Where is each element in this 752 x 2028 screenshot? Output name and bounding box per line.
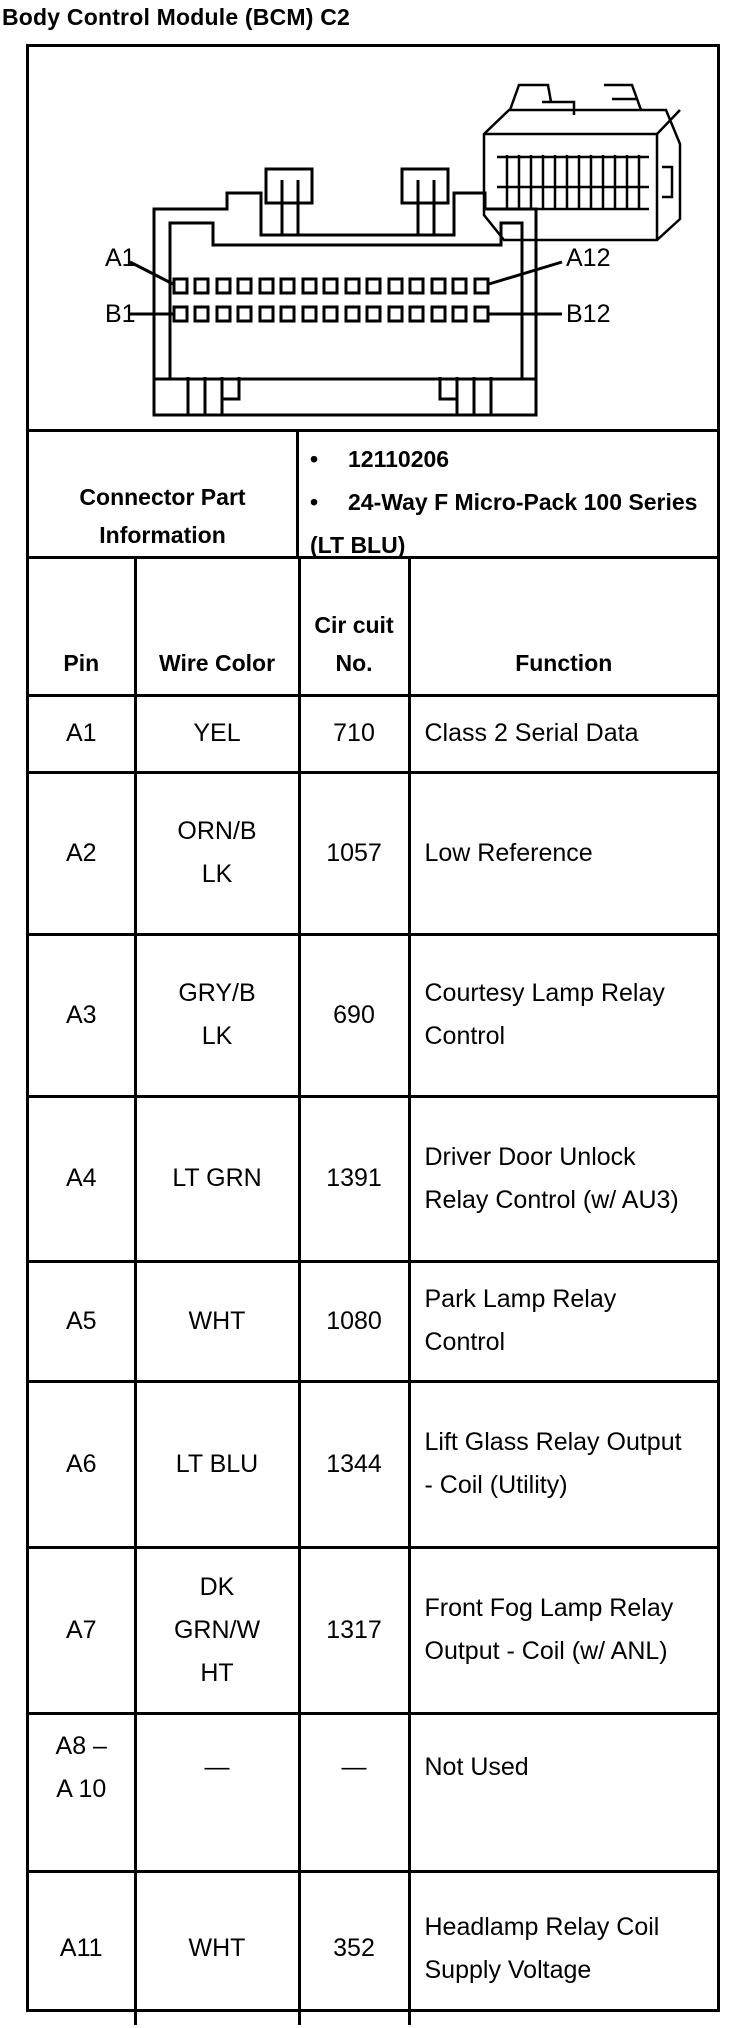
pin-cell: A2 (29, 772, 135, 934)
row-a-cavities (174, 279, 488, 293)
connector-part-info-row (29, 432, 717, 559)
wire-color-cell: GRY/B LK (135, 934, 299, 1096)
circuit-cell: 1391 (299, 1096, 409, 1261)
header-pin: Pin (29, 559, 135, 695)
pin-cell: A8 –A 10 (29, 1713, 135, 1871)
function-cell: Not Used (409, 1713, 717, 1871)
table-header-row (29, 559, 717, 695)
circuit-cell: 690 (299, 934, 409, 1096)
wire-color-cell: DK GRN/W HT (135, 1547, 299, 1713)
connector-description: 24-Way F Micro-Pack 100 Series (LT BLU) (310, 489, 698, 558)
table-row (29, 1713, 717, 1871)
latch-tab-left (266, 169, 312, 203)
header-wire-color: Wire Color (135, 559, 299, 695)
table-row (29, 1547, 717, 1713)
circuit-cell: 352 (299, 1871, 409, 2025)
a1-leader (130, 262, 173, 284)
circuit-cell: 710 (299, 695, 409, 772)
part-number-item (310, 438, 710, 481)
latch-tab-right (402, 169, 448, 203)
pinout-table (29, 559, 717, 2025)
wire-color-cell: LT GRN (135, 1096, 299, 1261)
table-row (29, 695, 717, 772)
part-number: 12110206 (348, 446, 450, 472)
function-cell: Headlamp Relay Coil Supply Voltage (409, 1871, 717, 2025)
function-cell: Low Reference (409, 772, 717, 934)
pin-cell: A11 (29, 1871, 135, 2025)
a12-leader (489, 262, 562, 284)
connector-face-drawing (29, 47, 717, 432)
function-cell: Class 2 Serial Data (409, 695, 717, 772)
wire-color-cell: YEL (135, 695, 299, 772)
connector-body (154, 193, 536, 415)
wire-color-cell: ORN/B LK (135, 772, 299, 934)
table-row (29, 1096, 717, 1261)
row-b-cavities (174, 307, 488, 321)
pin-cell: A7 (29, 1547, 135, 1713)
isometric-connector-view (484, 85, 680, 240)
function-cell: Park Lamp Relay Control (409, 1261, 717, 1381)
header-circuit-no: Cir cuit No. (299, 559, 409, 695)
circuit-cell: 1344 (299, 1381, 409, 1547)
circuit-cell: 1317 (299, 1547, 409, 1713)
table-row (29, 1381, 717, 1547)
wire-color-cell: — (135, 1713, 299, 1871)
page-title: Body Control Module (BCM) C2 (2, 4, 351, 30)
wire-color-cell: WHT (135, 1261, 299, 1381)
wire-color-cell: WHT (135, 1871, 299, 2025)
table-row (29, 1261, 717, 1381)
pin-cell: A1 (29, 695, 135, 772)
wire-color-cell: LT BLU (135, 1381, 299, 1547)
header-function: Function (409, 559, 717, 695)
circuit-cell: 1080 (299, 1261, 409, 1381)
circuit-cell: — (299, 1713, 409, 1871)
function-cell: Front Fog Lamp Relay Output - Coil (w/ ANL) (409, 1547, 717, 1713)
pin-cell: A6 (29, 1381, 135, 1547)
connector-part-info-list (310, 438, 710, 567)
label-a1: A1 (105, 244, 136, 272)
label-a12: A12 (566, 244, 611, 272)
connector-description-item (310, 481, 710, 567)
function-cell: Courtesy Lamp Relay Control (409, 934, 717, 1096)
connector-part-info-label: Connector Part Information (29, 432, 299, 556)
connector-table-frame (26, 44, 720, 2012)
connector-diagram (29, 47, 717, 432)
table-row (29, 772, 717, 934)
bullet-icon: • (310, 489, 319, 515)
bullet-icon: • (310, 446, 319, 472)
label-b12: B12 (566, 300, 611, 328)
function-cell: Lift Glass Relay Output - Coil (Utility) (409, 1381, 717, 1547)
pin-cell: A4 (29, 1096, 135, 1261)
label-b1: B1 (105, 300, 136, 328)
circuit-cell: 1057 (299, 772, 409, 934)
pin-cell: A5 (29, 1261, 135, 1381)
table-row (29, 934, 717, 1096)
function-cell: Driver Door Unlock Relay Control (w/ AU3) (409, 1096, 717, 1261)
table-row (29, 1871, 717, 2025)
pin-cell: A3 (29, 934, 135, 1096)
